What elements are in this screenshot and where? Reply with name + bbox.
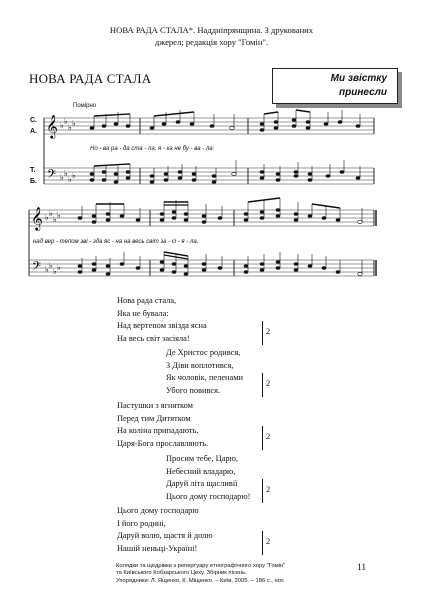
svg-text:♭: ♭ bbox=[49, 261, 53, 270]
svg-text:♭: ♭ bbox=[64, 117, 68, 126]
svg-text:♭: ♭ bbox=[53, 215, 57, 224]
stanza-line: Цього дому господарю! bbox=[166, 491, 251, 501]
voice-label-tenor: Т. bbox=[30, 167, 36, 174]
stanza-line: Перед тим Дитятком bbox=[117, 413, 191, 423]
repeat-bracket bbox=[262, 479, 263, 503]
stanza-line: Нашій неньці-Україні! bbox=[117, 543, 198, 553]
svg-text:♭: ♭ bbox=[45, 265, 49, 274]
repeat-bracket bbox=[262, 321, 263, 345]
treble-clef-icon: 𝄞 bbox=[46, 114, 58, 138]
svg-text:♭: ♭ bbox=[64, 169, 68, 178]
svg-text:♭: ♭ bbox=[72, 119, 76, 128]
stanza-line: І його родині, bbox=[117, 518, 166, 528]
treble-clef-icon: 𝄞 bbox=[31, 206, 43, 230]
footnote-line-1: Колядки та щедрівки з репертуару етнографічного хору "Гомін" bbox=[116, 563, 286, 569]
stanza-line: На коліна припадають, bbox=[117, 426, 199, 436]
stanza-line: Царя-Бога прославляють. bbox=[117, 438, 209, 448]
svg-text:♭: ♭ bbox=[60, 121, 64, 130]
bass-clef-icon: 𝄢 bbox=[32, 260, 42, 276]
subtitle-line-2: принесли bbox=[339, 87, 387, 98]
voice-label-bass: Б. bbox=[30, 178, 37, 185]
page-number: 11 bbox=[357, 563, 367, 573]
notes bbox=[78, 110, 362, 276]
footnote-line-2: та Київського Кобзарського Цеху. Збірник пісень. bbox=[116, 570, 247, 577]
svg-text:♭: ♭ bbox=[60, 173, 64, 182]
voice-label-soprano: С. bbox=[30, 117, 37, 124]
repeat-mark: 2 bbox=[266, 432, 271, 441]
stanza-line: Пастушки з ягнятком bbox=[117, 401, 193, 410]
svg-text:♭: ♭ bbox=[57, 263, 61, 272]
header-line-1: НОВА РАДА СТАЛА*. Наддніпрянщина. З друкованих bbox=[109, 25, 314, 35]
stanza-line: Убого повився. bbox=[166, 385, 221, 395]
stanza-line: Над вертепом звізда ясна bbox=[117, 321, 207, 331]
repeat-bracket bbox=[262, 426, 263, 450]
stanza-line: Яка не бувала: bbox=[117, 308, 169, 318]
stanza-2 bbox=[166, 347, 243, 397]
stanza-line: Небесний владарю, bbox=[166, 466, 236, 476]
stanza-line: Просим тебе, Царю, bbox=[166, 454, 238, 463]
repeat-mark: 2 bbox=[266, 537, 271, 546]
stanza-line: Нова рада стала, bbox=[117, 296, 177, 305]
svg-text:♭: ♭ bbox=[68, 175, 72, 184]
stanza-line: Даруй волю, щастя й долю bbox=[117, 531, 213, 541]
stanza-line: На весь світ засіяла! bbox=[117, 333, 190, 343]
bass-clef-icon: 𝄢 bbox=[47, 168, 57, 184]
lyrics-row-2: над вер - тепом зві - зда яс - на на весь світ за - сі - я - ла. bbox=[33, 239, 199, 245]
svg-text:♭: ♭ bbox=[49, 209, 53, 218]
subtitle-line-1: Ми звістку bbox=[330, 73, 387, 84]
repeat-bracket bbox=[262, 373, 263, 397]
stanza-4 bbox=[166, 453, 250, 503]
stanza-line: Даруй літа щасливії bbox=[166, 479, 238, 489]
repeat-mark: 2 bbox=[266, 485, 271, 494]
score-staves bbox=[29, 118, 374, 276]
tempo-marking: Помірно bbox=[73, 103, 97, 109]
voice-label-alto: А. bbox=[30, 128, 37, 135]
stanza-line: Де Христос родився, bbox=[166, 348, 241, 357]
footnote-line-3: Упорядники: Л. Ященко, К. Міщенко. – Київ, 2005. – 186 с., нот. bbox=[116, 577, 285, 584]
svg-text:♭: ♭ bbox=[68, 123, 72, 132]
stanza-1 bbox=[117, 295, 207, 345]
svg-text:♭: ♭ bbox=[53, 267, 57, 276]
music-score bbox=[0, 0, 423, 290]
stanza-5 bbox=[117, 505, 213, 555]
key-signature-flats bbox=[45, 117, 76, 276]
svg-text:♭: ♭ bbox=[45, 213, 49, 222]
header-line-2: джерел; редакція хору "Гомін". bbox=[154, 37, 269, 47]
repeat-mark: 2 bbox=[266, 327, 271, 336]
svg-text:♭: ♭ bbox=[57, 211, 61, 220]
barlines bbox=[29, 118, 376, 276]
stanza-3 bbox=[117, 400, 208, 450]
repeat-bracket bbox=[262, 531, 263, 555]
song-title: НОВА РАДА СТАЛА bbox=[29, 71, 152, 86]
source-footnote bbox=[116, 563, 285, 585]
stanza-line: Як чоловік, пеленами bbox=[166, 373, 244, 383]
svg-text:♭: ♭ bbox=[72, 171, 76, 180]
lyrics-row-1: Но - ва ра - да ста - ла, я - ка не бу - ва - ла: bbox=[90, 146, 215, 152]
stanza-line: Цього дому господарю bbox=[117, 506, 199, 515]
stanza-line: З Діви воплотився, bbox=[166, 360, 234, 370]
repeat-mark: 2 bbox=[266, 379, 271, 388]
